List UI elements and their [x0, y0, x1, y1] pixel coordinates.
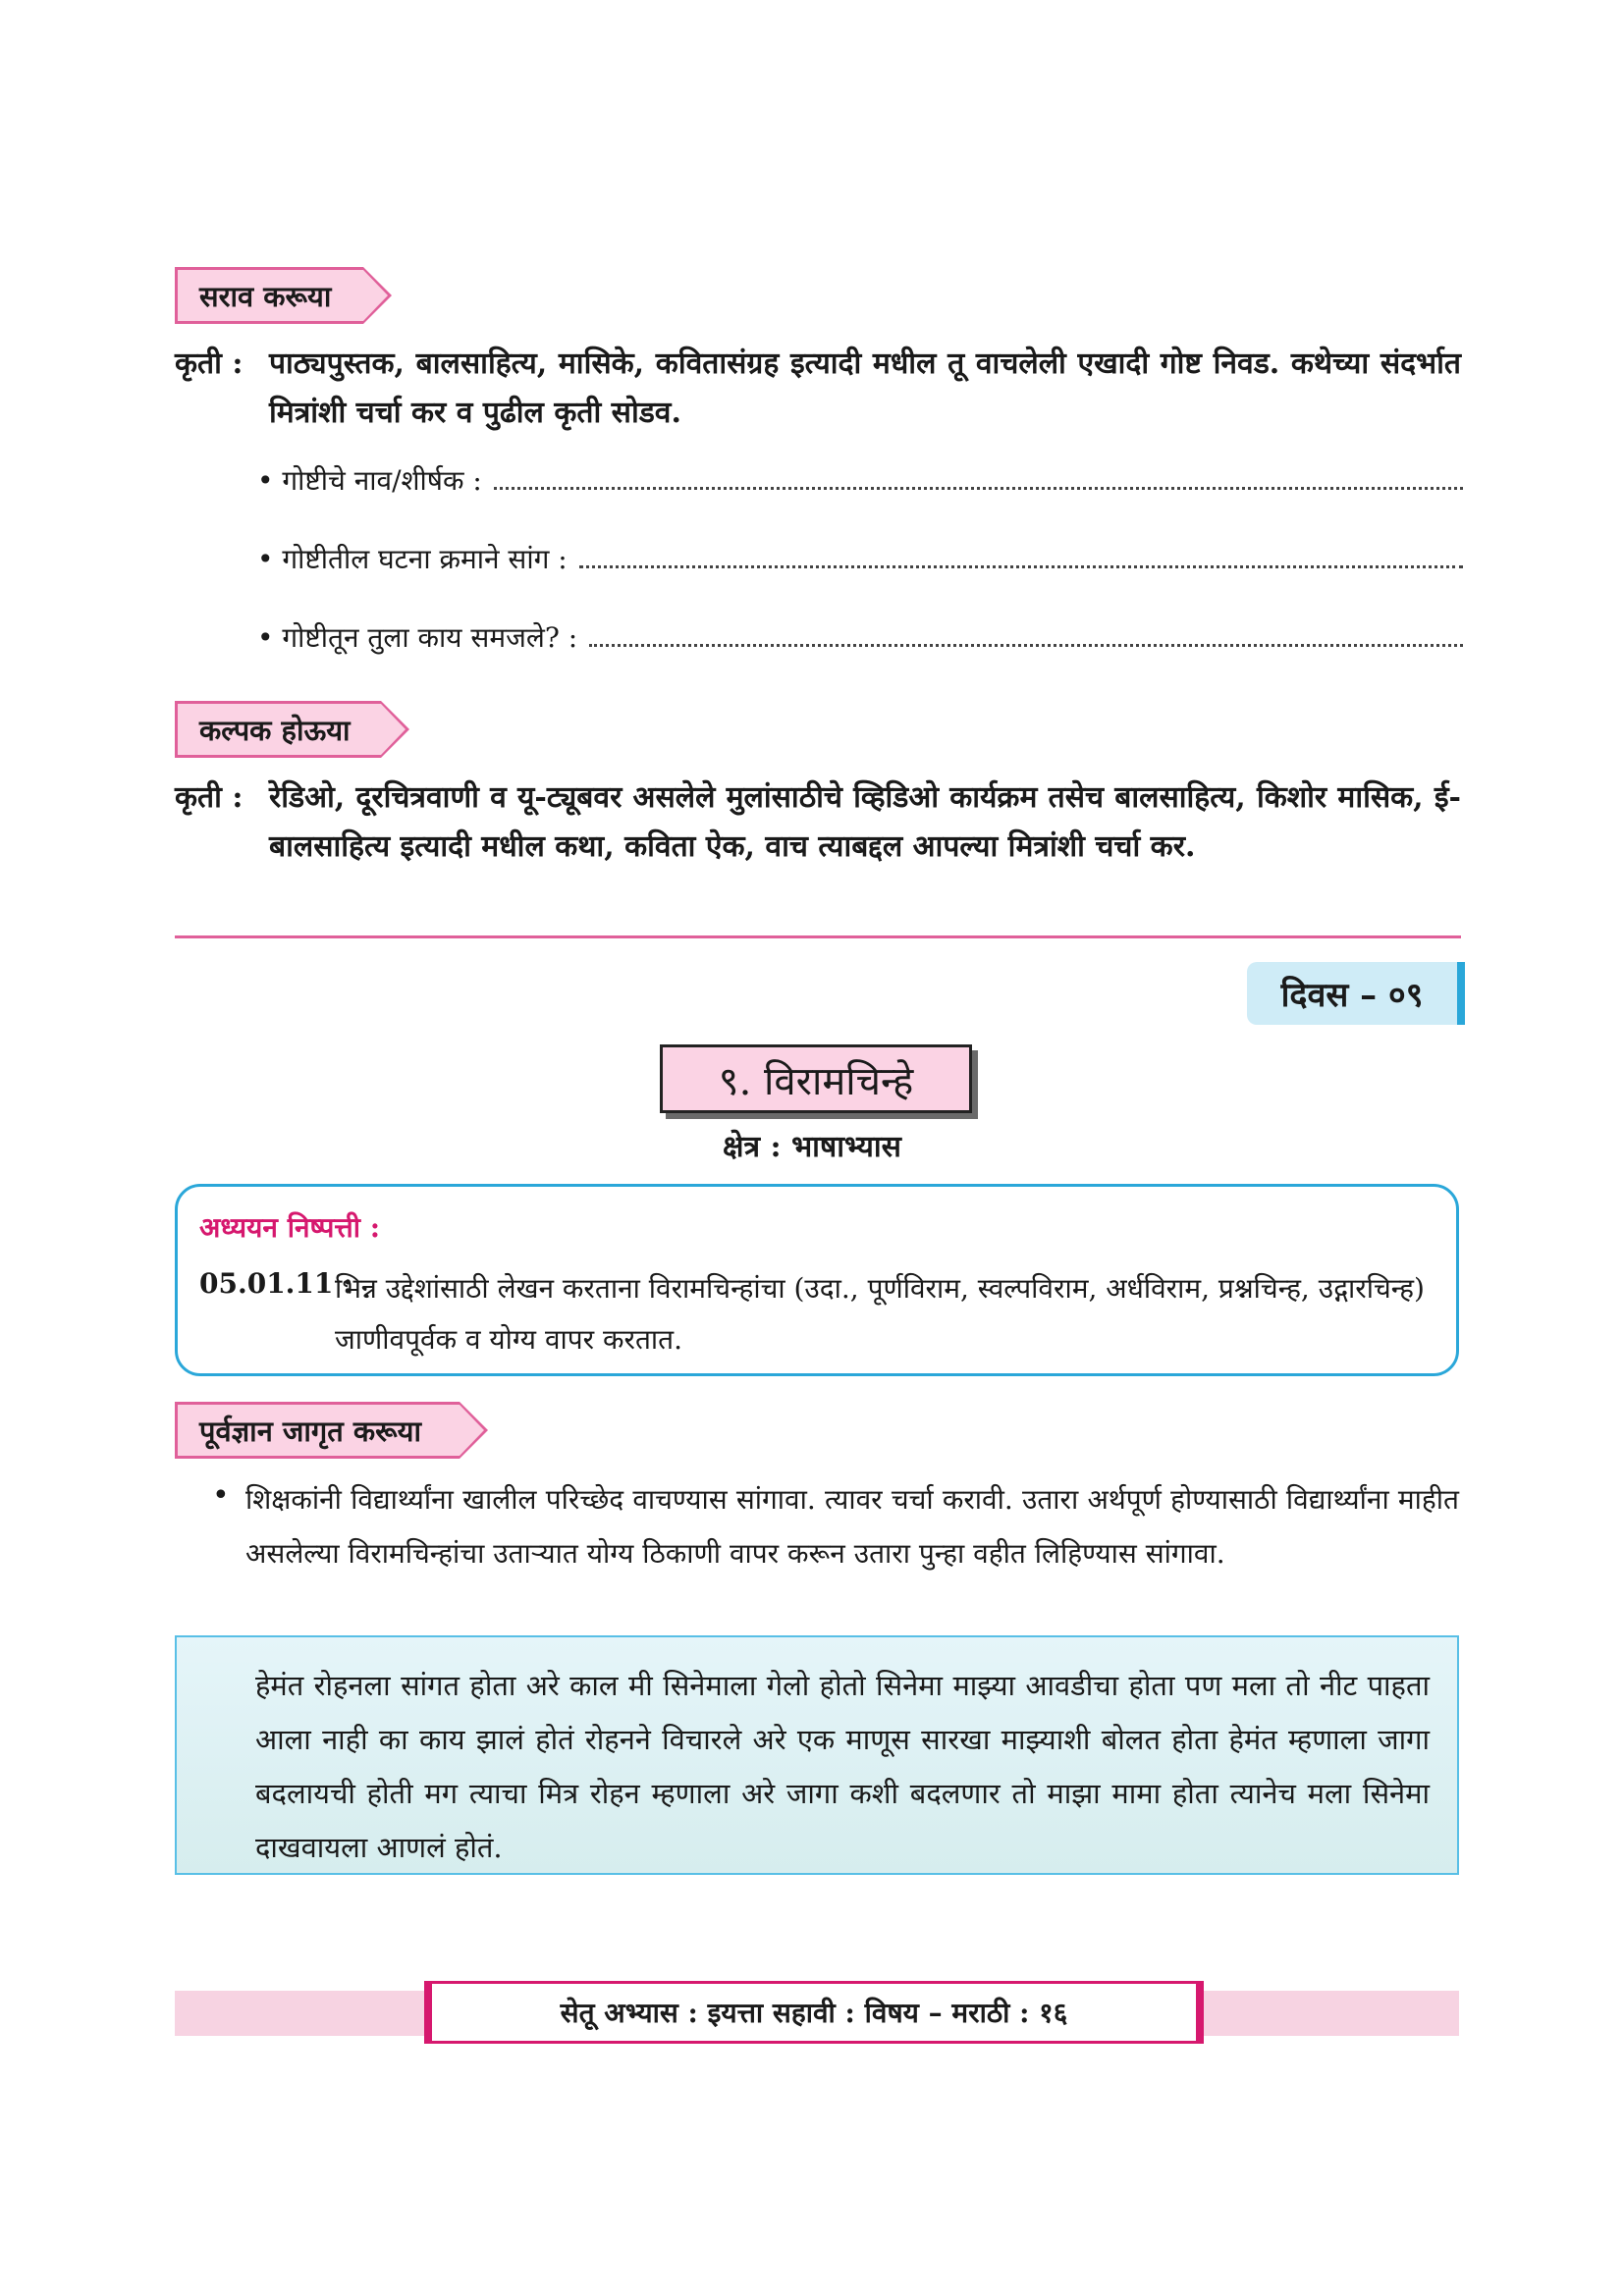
answer-line-events[interactable] — [257, 540, 1463, 577]
activity-2 — [175, 774, 1461, 872]
section-tag-label: पूर्वज्ञान जागृत करूया — [199, 1414, 422, 1448]
page-footer: सेतू अभ्यास : इयत्ता सहावी : विषय – मराठी : १६ — [424, 1981, 1204, 2044]
learning-outcome-text: भिन्न उद्देशांसाठी लेखन करताना विरामचिन्हांचा (उदा., पूर्णविराम, स्वल्पविराम, अर्धविराम, प्रश्नचिन्ह, उद्गारचिन्ह) जाणीवपूर्वक व योग्य वापर करतात. — [335, 1272, 1425, 1356]
teacher-instruction: शिक्षकांनी विद्यार्थ्यांना खालील परिच्छेद वाचण्यास सांगावा. त्यावर चर्चा करावी. उतारा अर्थपूर्ण होण्यासाठी विद्यार्थ्यांना माहीत असलेल्या विरामचिन्हांचा उताऱ्यात योग्य ठिकाणी वापर करून उतारा पुन्हा वहीत लिहिण्यास सांगावा. — [245, 1483, 1459, 1570]
answer-line-lesson[interactable] — [257, 618, 1463, 656]
activity-1 — [175, 340, 1461, 438]
activity-label: कृती : — [175, 780, 244, 815]
bullet-dot-icon: • — [212, 1478, 230, 1513]
bullet-text: • गोष्टीतून तुला काय समजले? : — [257, 621, 578, 654]
section-tag-label: कल्पक होऊया — [199, 713, 351, 747]
activity-text: रेडिओ, दूरचित्रवाणी व यू-ट्यूबवर असलेले मुलांसाठीचे व्हिडिओ कार्यक्रम तसेच बालसाहित्य, किशोर मासिक, ई-बालसाहित्य इत्यादी मधील कथा, कविता ऐक, वाच त्याबद्दल आपल्या मित्रांशी चर्चा कर. — [269, 780, 1461, 864]
bullet-text: • गोष्टीचे नाव/शीर्षक : — [257, 464, 482, 497]
day-badge: दिवस – ०९ — [1247, 962, 1465, 1025]
learning-outcome-title: अध्ययन निष्पत्ती : — [199, 1211, 381, 1244]
section-tag-sarav — [175, 267, 363, 324]
section-tag-label: सराव करूया — [199, 279, 332, 313]
activity-text: पाठ्यपुस्तक, बालसाहित्य, मासिके, कवितासंग्रह इत्यादी मधील तू वाचलेली एखादी गोष्ट निवड. कथेच्या संदर्भात मित्रांशी चर्चा कर व पुढील कृती सोडव. — [269, 347, 1461, 430]
section-divider — [175, 935, 1461, 938]
dotted-answer-line[interactable] — [579, 544, 1463, 568]
learning-outcome-code: 05.01.11 : — [199, 1267, 353, 1300]
activity-label: कृती : — [175, 347, 244, 381]
section-tag-purvadnyan — [175, 1402, 460, 1459]
bullet-text: • गोष्टीतील घटना क्रमाने सांग : — [257, 543, 568, 575]
answer-line-title[interactable] — [257, 461, 1463, 499]
lesson-subtitle: क्षेत्र : भाषाभ्यास — [723, 1130, 901, 1164]
section-tag-kalpak — [175, 701, 381, 758]
learning-outcome-box — [175, 1184, 1459, 1376]
passage-box — [175, 1635, 1459, 1875]
lesson-title: ९. विरामचिन्हे — [660, 1044, 972, 1113]
dotted-answer-line[interactable] — [494, 465, 1463, 490]
dotted-answer-line[interactable] — [589, 622, 1463, 647]
passage-text: हेमंत रोहनला सांगत होता अरे काल मी सिनेमाला गेलो होतो सिनेमा माझ्या आवडीचा होता पण मला तो नीट पाहता आला नाही का काय झालं होतं रोहनने विचारले अरे एक माणूस सारखा माझ्याशी बोलत होता हेमंत म्हणाला जागा बदलायची होती मग त्याचा मित्र रोहन म्हणाला अरे जागा कशी बदलणार तो माझा मामा होता त्यानेच मला सिनेमा दाखवायला आणलं होतं. — [255, 1669, 1430, 1864]
